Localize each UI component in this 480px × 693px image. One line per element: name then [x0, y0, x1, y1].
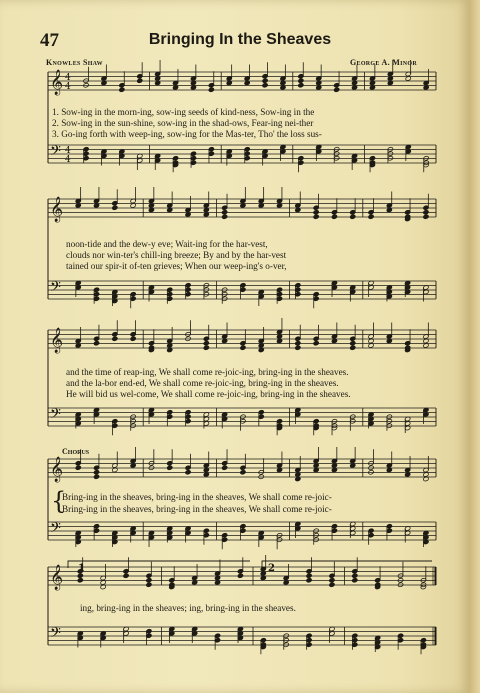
treble-clef: 𝄞: [50, 70, 64, 95]
chorus-label: Chorus: [62, 447, 90, 456]
treble-note: [112, 336, 118, 341]
bass-clef: 𝄢: [50, 279, 61, 299]
treble-note: [222, 465, 228, 470]
treble-note: [331, 214, 337, 219]
treble-note: [350, 341, 356, 346]
treble-note: [119, 87, 125, 92]
lyric-line: and the time of reap-ing, We shall come re-joic-ing, bring-ing in the sheaves.: [66, 367, 349, 377]
time-signature: 4: [65, 73, 71, 83]
lyric-line: clouds nor win-ter's chill-ing breeze; By and by the har-vest: [66, 250, 287, 260]
treble-clef: 𝄞: [50, 457, 64, 482]
bass-clef: 𝄢: [50, 143, 61, 163]
lyric-line: ing, bring-ing in the sheaves; ing, bring-ing in the sheaves.: [80, 603, 296, 613]
treble-note: [295, 341, 301, 346]
treble-note: [313, 214, 319, 219]
treble-note: [352, 573, 358, 578]
treble-note: [240, 345, 246, 350]
lyric-line: Bring-ing in the sheaves, bring-ing in the sheaves, We shall come re-joic-: [62, 492, 332, 502]
treble-note: [112, 205, 118, 210]
treble-note: [146, 578, 152, 583]
treble-note: [167, 465, 173, 470]
treble-note: [262, 83, 268, 88]
treble-note: [329, 582, 335, 587]
bass-clef: 𝄢: [50, 625, 61, 645]
treble-clef: 𝄞: [50, 197, 64, 222]
treble-clef: 𝄞: [50, 328, 64, 353]
treble-note: [203, 341, 209, 346]
composer-credit: George A. Minor: [350, 58, 417, 67]
treble-note: [222, 210, 228, 215]
bass-clef: 𝄢: [50, 520, 61, 540]
treble-note: [208, 87, 214, 92]
treble-note: [306, 573, 312, 578]
treble-note: [350, 345, 356, 350]
treble-note: [423, 214, 429, 219]
final-barline: [435, 567, 437, 585]
treble-note: [423, 210, 429, 215]
treble-note: [123, 573, 129, 578]
ending-number: 1: [78, 563, 85, 574]
treble-note: [93, 474, 99, 479]
treble-note: [313, 341, 319, 346]
treble-note: [137, 78, 143, 83]
treble-note: [295, 345, 301, 350]
treble-note: [350, 214, 356, 219]
treble-clef: 𝄞: [50, 565, 64, 590]
treble-note: [298, 78, 304, 83]
treble-note: [306, 578, 312, 583]
treble-note: [185, 470, 191, 475]
time-signature: 4: [65, 155, 71, 165]
lyric-line: Bring-ing in the sheaves, bring-ing in the sheaves, We shall come re-joic-: [62, 504, 332, 514]
author-credit: Knowles Shaw: [46, 58, 103, 67]
treble-note: [77, 578, 83, 583]
treble-note: [203, 345, 209, 350]
lyric-line: He will bid us wel-come, We shall come re-joic-ing, bring-ing in the sheaves.: [66, 389, 351, 399]
treble-note: [240, 470, 246, 475]
treble-note: [75, 465, 81, 470]
final-barline: [435, 627, 437, 645]
treble-note: [262, 78, 268, 83]
treble-note: [313, 210, 319, 215]
lyric-line: 1. Sow-ing in the morn-ing, sow-ing seeds of kind-ness, Sow-ing in the: [52, 107, 315, 117]
lyric-line: 3. Go-ing forth with weep-ing, sow-ing for the Mas-ter, Tho' the loss sus-: [52, 129, 322, 139]
treble-note: [93, 470, 99, 475]
treble-note: [329, 578, 335, 583]
treble-note: [130, 336, 136, 341]
ending-number: 2: [268, 563, 275, 574]
treble-note: [334, 87, 340, 92]
lyric-line: 2. Sow-ing in the sun-shine, sow-ing in the shad-ows, Fear-ing nei-ther: [52, 118, 314, 128]
treble-note: [298, 83, 304, 88]
lyric-brace: {: [51, 487, 67, 515]
time-signature: 4: [65, 146, 71, 156]
page-number: 47: [40, 30, 59, 51]
treble-note: [352, 578, 358, 583]
time-signature: 4: [65, 82, 71, 92]
treble-note: [368, 214, 374, 219]
lyric-line: and the la-bor end-ed, We shall come re-joic-ing, bring-ing in the sheaves.: [66, 378, 339, 388]
bass-clef: 𝄢: [50, 406, 61, 426]
treble-note: [146, 582, 152, 587]
lyric-line: noon-tide and the dew-y eve; Wait-ing for the har-vest,: [66, 239, 268, 249]
treble-note: [237, 573, 243, 578]
treble-note: [222, 214, 228, 219]
treble-note: [93, 341, 99, 346]
hymn-title: Bringing In the Sheaves: [148, 31, 332, 48]
lyric-line: tained our spir-it of-ten grieves; When our weep-ing's o-ver,: [66, 261, 287, 271]
